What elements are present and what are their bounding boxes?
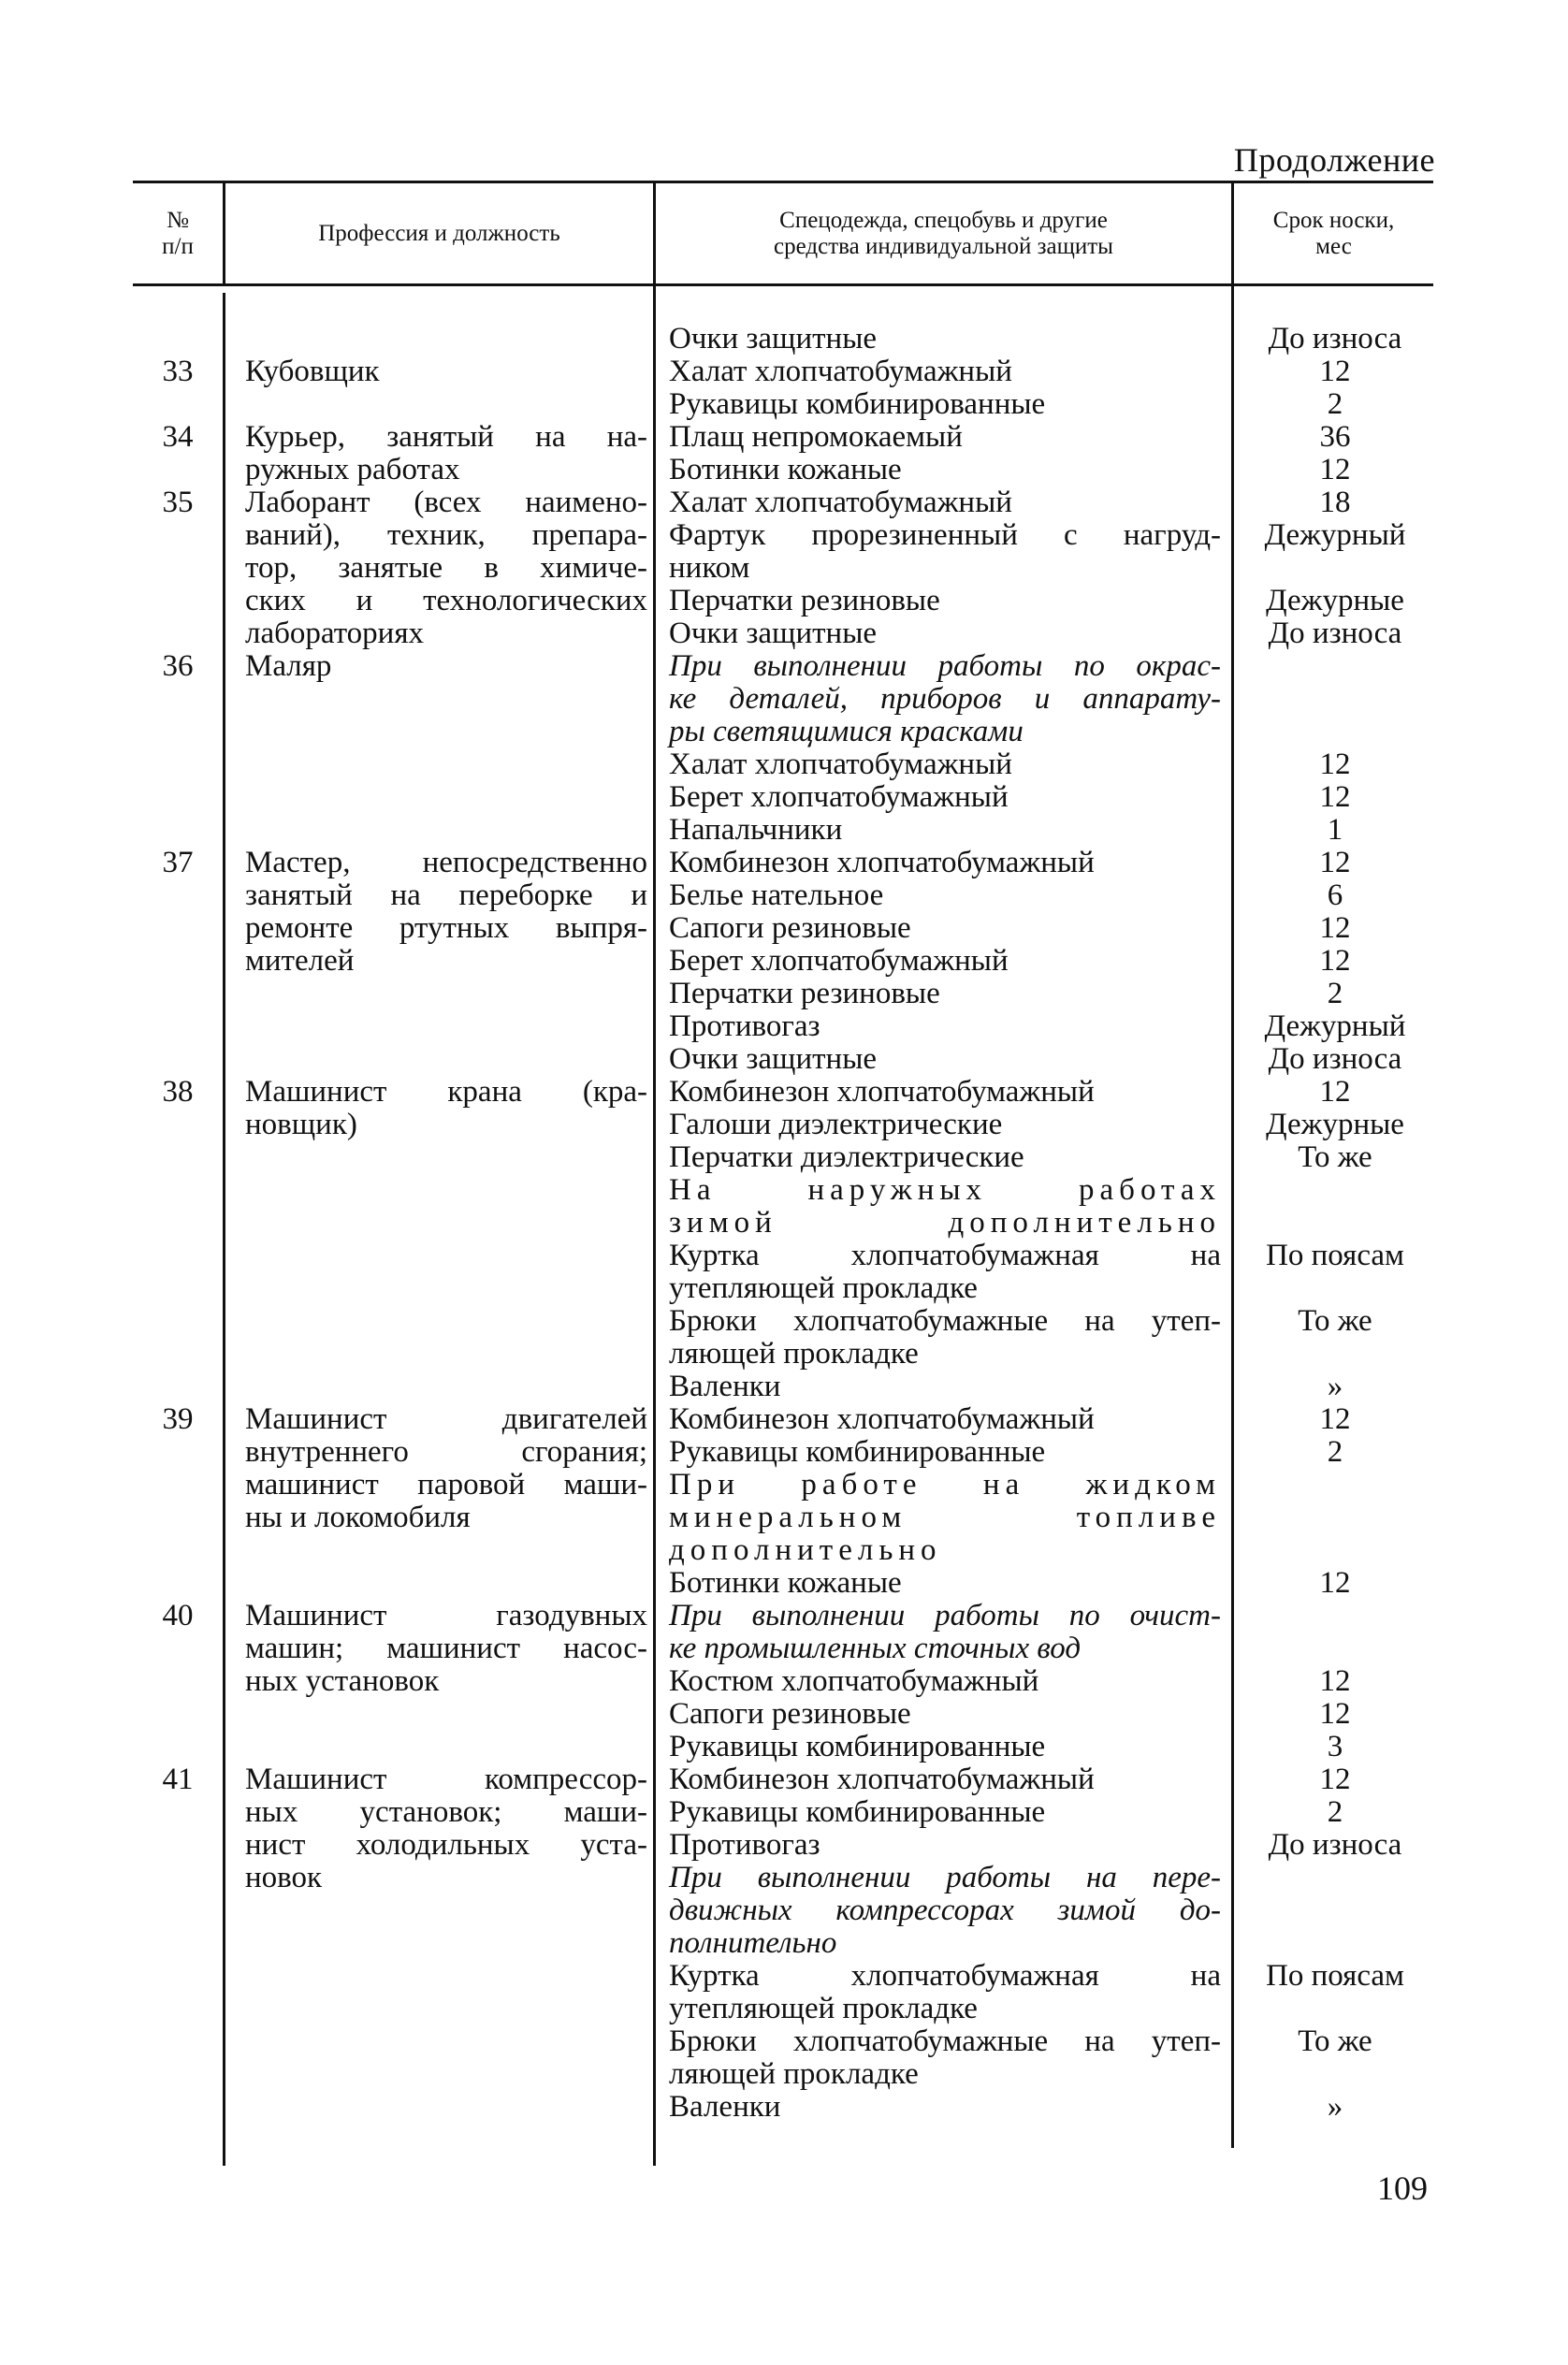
protective-item — [669, 912, 1221, 945]
continuation-label: Продолжение — [1233, 141, 1435, 179]
profession-line: Лаборант (всех наимено- — [245, 486, 647, 519]
protective-item-line: Берет хлопчатобумажный — [669, 780, 1009, 814]
profession-line: ных установок; маши- — [245, 1795, 647, 1829]
wear-term: До износа — [1268, 1042, 1402, 1076]
profession-line: внутреннего сгорания; — [245, 1435, 647, 1469]
header-profession-line: Профессия и должность — [318, 221, 560, 246]
row-number: 37 — [162, 846, 194, 879]
profession-line: ремонте ртутных выпря- — [245, 911, 647, 945]
protective-item — [669, 519, 1221, 585]
profession-line: Машинист крана (кра- — [245, 1075, 647, 1109]
protective-item — [669, 1043, 1221, 1076]
protective-item-line: Костюм хлопчатобумажный — [669, 1664, 1039, 1698]
wear-term: 12 — [1319, 846, 1351, 879]
profession-line: мителей — [245, 944, 355, 978]
profession-cell — [245, 355, 647, 388]
protective-item — [669, 355, 1221, 388]
profession-line: ваний), техник, препара- — [245, 518, 647, 552]
protective-item-line: При выполнении работы по окрас- — [669, 649, 1221, 683]
protective-item — [669, 1436, 1221, 1469]
protective-item-line: При выполнении работы по очист- — [669, 1599, 1221, 1632]
protective-item-line: полнительно — [669, 1926, 837, 1960]
profession-cell — [245, 1403, 647, 1534]
profession-line: лабораториях — [245, 617, 425, 650]
protective-item-line: Комбинезон хлопчатобумажный — [669, 846, 1095, 879]
header-number — [133, 187, 223, 281]
wear-term: 2 — [1327, 387, 1343, 421]
header-number-line-1: № — [167, 208, 189, 233]
protective-item-line: Галоши диэлектрические — [669, 1108, 1003, 1141]
protective-item-line: Комбинезон хлопчатобумажный — [669, 1402, 1095, 1436]
protective-item — [669, 1829, 1221, 1862]
protective-item — [669, 748, 1221, 781]
protective-item — [669, 1763, 1221, 1796]
wear-term: 36 — [1319, 420, 1351, 454]
wear-term: 12 — [1319, 911, 1351, 945]
profession-line: Машинист двигателей — [245, 1402, 647, 1436]
protective-item-line: ры светящимися красками — [669, 715, 1024, 748]
wear-term: » — [1327, 1370, 1343, 1403]
protective-item-line: Куртка хлопчатобумажная на — [669, 1239, 1221, 1272]
protective-item — [669, 945, 1221, 978]
row-number: 33 — [162, 355, 194, 388]
protective-item-line: Комбинезон хлопчатобумажный — [669, 1763, 1095, 1796]
profession-cell — [245, 1600, 647, 1698]
profession-line: ских и технологических — [245, 584, 647, 617]
protective-item — [669, 1403, 1221, 1436]
protective-item — [669, 1567, 1221, 1600]
protective-item — [669, 323, 1221, 355]
header-term-line-2: мес — [1315, 234, 1352, 259]
row-number: 41 — [162, 1763, 194, 1796]
protective-item-line: Ботинки кожаные — [669, 453, 902, 486]
protective-item-line: Напальчники — [669, 813, 843, 847]
protective-item — [669, 2091, 1221, 2124]
protective-item — [669, 650, 1221, 748]
protective-item-line: Валенки — [669, 1370, 781, 1403]
row-number: 35 — [162, 486, 194, 519]
header-number-line-2: п/п — [162, 234, 194, 259]
protective-item-line: Комбинезон хлопчатобумажный — [669, 1075, 1095, 1109]
wear-term: До износа — [1268, 617, 1402, 650]
profession-line: нист холодильных уста- — [245, 1828, 647, 1862]
protective-item-line: Белье нательное — [669, 878, 884, 912]
protective-item-line: При выполнении работы на пере- — [669, 1861, 1221, 1894]
row-number: 36 — [162, 649, 194, 683]
protective-item — [669, 1240, 1221, 1305]
protective-item-line: Сапоги резиновые — [669, 1697, 911, 1731]
protective-item — [669, 1862, 1221, 1960]
wear-term: 12 — [1319, 1075, 1351, 1109]
protective-item-line: Валенки — [669, 2090, 781, 2124]
protective-item — [669, 2025, 1221, 2091]
profession-cell — [245, 421, 647, 486]
profession-line: ных установок — [245, 1664, 440, 1698]
wear-term: 12 — [1319, 1566, 1351, 1600]
profession-cell — [245, 486, 647, 650]
wear-term: 12 — [1319, 1697, 1351, 1731]
protective-item — [669, 1698, 1221, 1731]
profession-line: машинист паровой маши- — [245, 1468, 647, 1502]
protective-item-line: Перчатки резиновые — [669, 977, 940, 1010]
protective-item-line: Рукавицы комбинированные — [669, 387, 1046, 421]
header-profession — [225, 187, 653, 281]
row-number: 34 — [162, 420, 194, 454]
profession-line: машин; машинист насос- — [245, 1632, 647, 1665]
protective-item — [669, 617, 1221, 650]
table-header-rule — [133, 283, 1433, 286]
header-term-line-1: Срок носки, — [1272, 208, 1395, 233]
wear-term: По поясам — [1266, 1959, 1404, 1993]
header-items-line-1: Спецодежда, спецобувь и другие — [779, 208, 1108, 233]
row-number: 40 — [162, 1599, 194, 1632]
wear-term: 12 — [1319, 355, 1351, 388]
wear-term: Дежурный — [1264, 1009, 1406, 1043]
protective-item — [669, 814, 1221, 847]
protective-item — [669, 978, 1221, 1010]
wear-term: » — [1327, 2090, 1343, 2124]
protective-item — [669, 1960, 1221, 2025]
profession-line: Кубовщик — [245, 355, 380, 388]
protective-item — [669, 1141, 1221, 1174]
protective-item-line: Брюки хлопчатобумажные на утеп- — [669, 2024, 1221, 2058]
wear-term: То же — [1298, 1140, 1372, 1174]
protective-item-line: Халат хлопчатобумажный — [669, 747, 1012, 781]
profession-line: Курьер, занятый на на- — [245, 420, 647, 454]
wear-term: То же — [1298, 1304, 1372, 1338]
column-rule-2 — [653, 183, 656, 2166]
protective-item — [669, 486, 1221, 519]
protective-item — [669, 1010, 1221, 1043]
profession-line: новщик) — [245, 1108, 357, 1141]
wear-term: До износа — [1268, 1828, 1402, 1862]
protective-item-line: Рукавицы комбинированные — [669, 1795, 1046, 1829]
protective-item — [669, 1076, 1221, 1109]
profession-line: новок — [245, 1861, 323, 1894]
wear-term: По поясам — [1266, 1239, 1404, 1272]
protective-item — [669, 1731, 1221, 1763]
protective-item-line: При работе на жидком — [669, 1468, 1221, 1502]
protective-item — [669, 847, 1221, 879]
protective-item — [669, 879, 1221, 912]
protective-item — [669, 1305, 1221, 1371]
wear-term: 6 — [1327, 878, 1343, 912]
protective-item-line: Халат хлопчатобумажный — [669, 486, 1012, 519]
wear-term: 12 — [1319, 1763, 1351, 1796]
wear-term: Дежурные — [1266, 584, 1404, 617]
protective-item-line: минеральном топливе — [669, 1501, 1221, 1534]
protective-item — [669, 1665, 1221, 1698]
protective-item-line: Очки защитные — [669, 617, 878, 650]
wear-term: 2 — [1327, 1435, 1343, 1469]
protective-item-line: Куртка хлопчатобумажная на — [669, 1959, 1221, 1993]
protective-item-line: Берет хлопчатобумажный — [669, 944, 1009, 978]
table-top-rule — [133, 181, 1433, 183]
protective-item — [669, 1109, 1221, 1141]
wear-term: До износа — [1268, 322, 1402, 355]
profession-line: Мастер, непосредственно — [245, 846, 647, 879]
protective-item-line: зимой дополнительно — [669, 1206, 1221, 1240]
wear-term: Дежурный — [1264, 518, 1406, 552]
wear-term: 12 — [1319, 747, 1351, 781]
protective-item-line: Очки защитные — [669, 322, 878, 355]
wear-term: Дежурные — [1266, 1108, 1404, 1141]
protective-item-line: ником — [669, 551, 750, 585]
protective-item-line: утепляющей прокладке — [669, 1992, 978, 2025]
protective-item-line: ляющей прокладке — [669, 2057, 919, 2091]
wear-term: 12 — [1319, 1402, 1351, 1436]
protective-item-line: Брюки хлопчатобумажные на утеп- — [669, 1304, 1221, 1338]
protective-item — [669, 1796, 1221, 1829]
column-rule-1-body — [223, 293, 225, 2166]
profession-cell — [245, 1076, 647, 1141]
profession-cell — [245, 650, 647, 683]
wear-term: То же — [1298, 2024, 1372, 2058]
wear-term: 12 — [1319, 944, 1351, 978]
row-number: 39 — [162, 1402, 194, 1436]
column-rule-3 — [1231, 183, 1234, 2148]
protective-item — [669, 421, 1221, 454]
protective-item — [669, 1174, 1221, 1240]
profession-line: Маляр — [245, 649, 332, 683]
protective-item-line: ляющей прокладке — [669, 1337, 919, 1371]
profession-line: тор, занятые в химиче- — [245, 551, 647, 585]
protective-item-line: Рукавицы комбинированные — [669, 1730, 1046, 1763]
protective-item-line: Фартук прорезиненный с нагруд- — [669, 518, 1221, 552]
wear-term: 2 — [1327, 977, 1343, 1010]
protective-item-line: Противогаз — [669, 1009, 820, 1043]
protective-item-line: Сапоги резиновые — [669, 911, 911, 945]
protective-item-line: Очки защитные — [669, 1042, 878, 1076]
wear-term: 2 — [1327, 1795, 1343, 1829]
protective-item-line: Плащ непромокаемый — [669, 420, 963, 454]
profession-line: занятый на переборке и — [245, 878, 647, 912]
protective-item-line: ке деталей, приборов и аппарату- — [669, 682, 1221, 716]
protective-item — [669, 781, 1221, 814]
profession-line: ны и локомобиля — [245, 1501, 471, 1534]
row-number: 38 — [162, 1075, 194, 1109]
protective-item — [669, 388, 1221, 421]
protective-item-line: Рукавицы комбинированные — [669, 1435, 1046, 1469]
protective-item-line: Халат хлопчатобумажный — [669, 355, 1012, 388]
protective-item — [669, 1600, 1221, 1665]
wear-term: 3 — [1327, 1730, 1343, 1763]
header-wear-term — [1234, 187, 1433, 281]
protective-item-line: ке промышленных сточных вод — [669, 1632, 1082, 1665]
profession-cell — [245, 847, 647, 978]
page-number: 109 — [1377, 2169, 1428, 2207]
protective-item — [669, 1371, 1221, 1403]
header-protective-items — [656, 187, 1231, 281]
profession-line: Машинист компрессор- — [245, 1763, 647, 1796]
protective-item-line: Перчатки резиновые — [669, 584, 940, 617]
profession-line: Машинист газодувных — [245, 1599, 647, 1632]
protective-item-line: Ботинки кожаные — [669, 1566, 902, 1600]
wear-term: 12 — [1319, 1664, 1351, 1698]
protective-item-line: дополнительно — [669, 1533, 942, 1567]
wear-term: 1 — [1327, 813, 1343, 847]
protective-item-line: движных компрессорах зимой до- — [669, 1893, 1221, 1927]
protective-item-line: Противогаз — [669, 1828, 820, 1862]
protective-item — [669, 454, 1221, 486]
protective-item-line: На наружных работах — [669, 1173, 1221, 1207]
protective-item-line: Перчатки диэлектрические — [669, 1140, 1024, 1174]
protective-item — [669, 585, 1221, 617]
protective-item-line: утепляющей прокладке — [669, 1271, 978, 1305]
wear-term: 12 — [1319, 453, 1351, 486]
protective-item — [669, 1469, 1221, 1567]
profession-cell — [245, 1763, 647, 1894]
profession-line: ружных работах — [245, 453, 460, 486]
wear-term: 12 — [1319, 780, 1351, 814]
wear-term: 18 — [1319, 486, 1351, 519]
header-items-line-2: средства индивидуальной защиты — [774, 234, 1113, 259]
